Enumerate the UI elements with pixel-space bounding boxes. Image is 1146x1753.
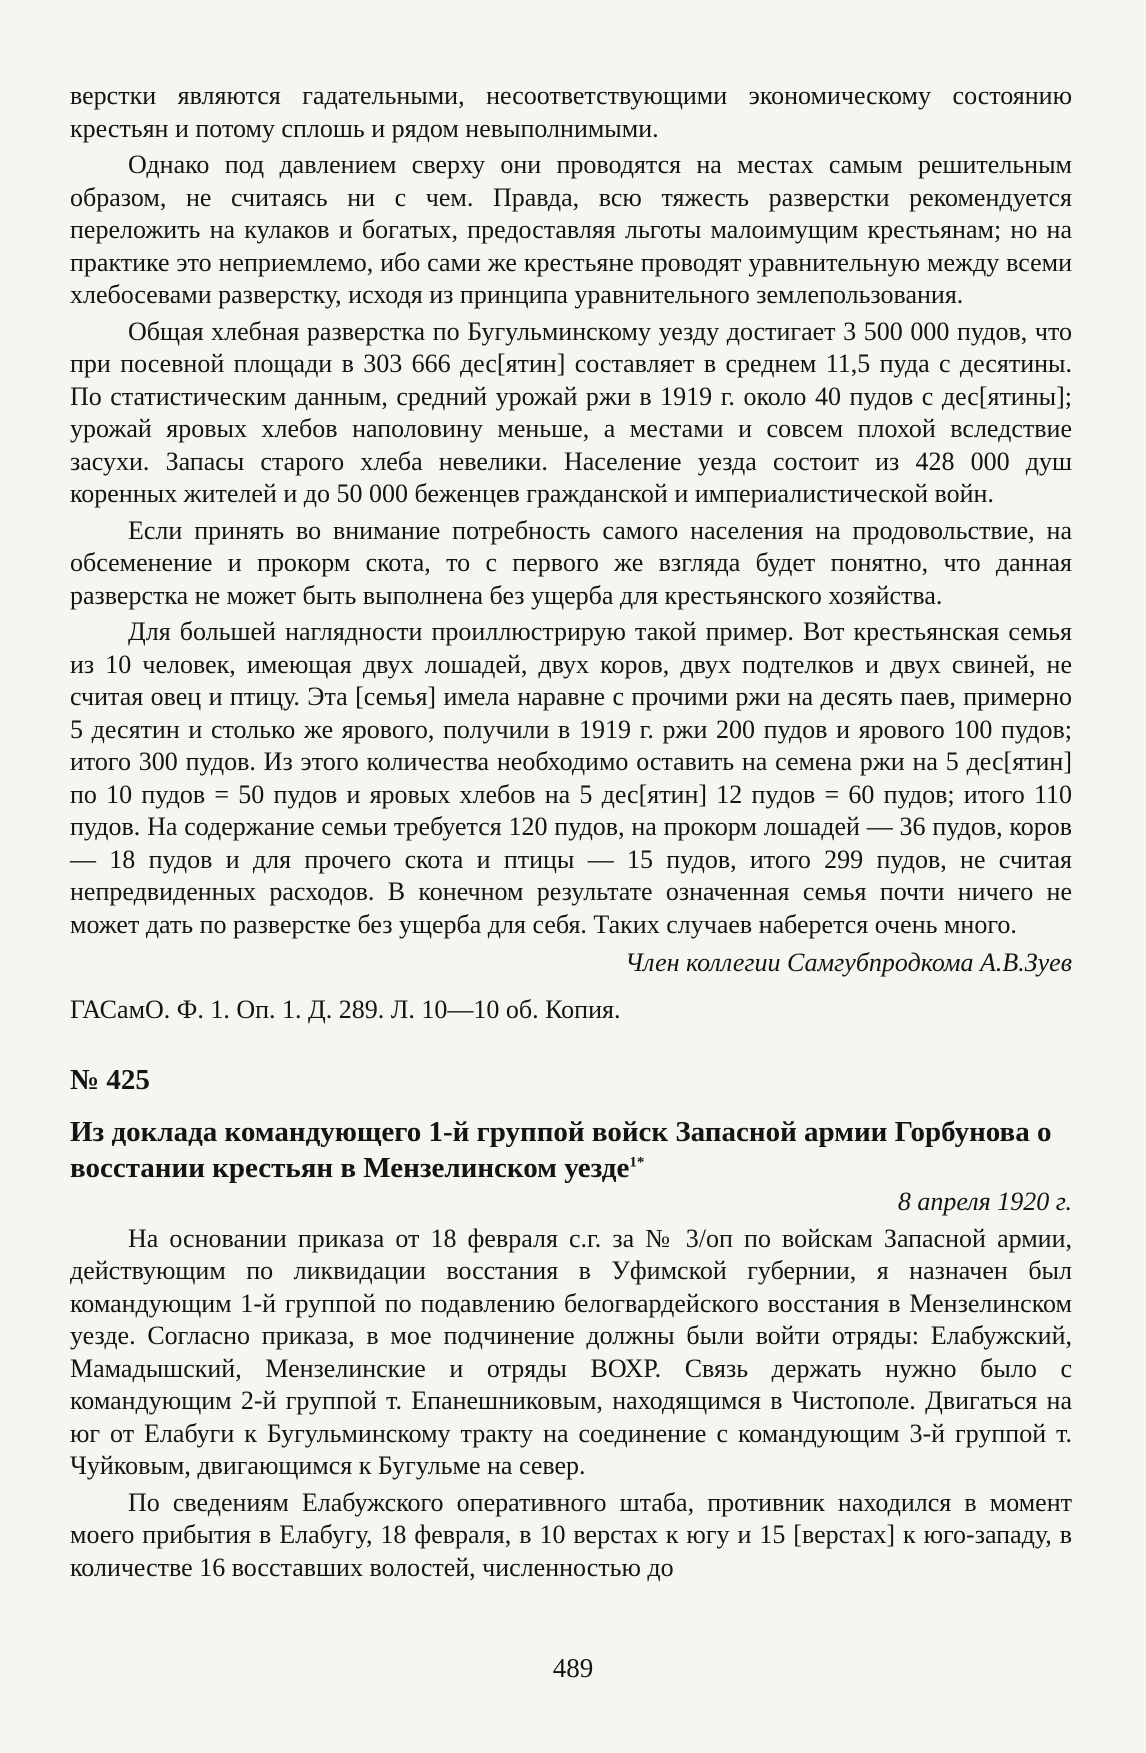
signature: Член коллегии Самгубпродкома А.В.Зуев — [625, 948, 1072, 977]
document-number: № 425 — [70, 1064, 150, 1096]
document-title-text: Из доклада командующего 1-й группой войск Запасной армии Горбунова о восстании крестьян в Мензелинском уезде — [70, 1116, 1052, 1184]
paragraph: По сведениям Елабужского оперативного штаба, противник находился в момент моего прибытия в Елабугу, 18 февраля, в 10 верстах к югу и 15 [верстах] к юго-западу, в количестве 16 восставших волостей, численностью до — [70, 1487, 1072, 1582]
paragraph: Общая хлебная разверстка по Бугульминскому уезду достигает 3 500 000 пудов, что при посевной площади в 303 666 дес[ятин] составляет в среднем 11,5 пуда с десятины. По статистическим данным, средний урожай ржи в 1919 г. около 40 пудов с дес[ятины]; урожай яровых хлебов наполовину меньше, а местами и совсем плохой вследствие засухи. Запасы старого хлеба невелики. Население уезда состоит из 428 000 душ коренных жителей и до 50 000 беженцев гражданской и империалистической войн. — [70, 316, 1072, 508]
document-date: 8 апреля 1920 г. — [897, 1187, 1072, 1216]
page-text — [70, 80, 1072, 1584]
footnote-mark: 1* — [629, 1154, 645, 1171]
paragraph: Для большей наглядности проиллюстрирую такой пример. Вот крестьянская семья из 10 человек, имеющая двух лошадей, двух коров, двух подтелков и двух свиней, не считая овец и птицу. Эта [семья] имела наравне с прочими ржи на десять паев, примерно 5 десятин и столько же ярового, получили в 1919 г. ржи 200 пудов и ярового 100 пудов; итого 300 пудов. Из этого количества необходимо оставить на семена ржи на 5 дес[ятин] по 10 пудов = 50 пудов и яровых хлебов на 5 дес[ятин] 12 пудов = 60 пудов; итого 110 пудов. На содержание семьи требуется 120 пудов, на прокорм лошадей — 36 пудов, коров — 18 пудов и для прочего скота и птицы — 15 пудов, итого 299 пудов, не считая непредвиденных расходов. В конечном результате означенная семья почти ничего не может дать по разверстке без ущерба для себя. Таких случаев наберется очень много. — [70, 617, 1072, 939]
paragraph: Однако под давлением сверху они проводятся на местах самым решительным образом, не считаясь ни с чем. Правда, всю тяжесть разверстки рекомендуется переложить на кулаков и богатых, предоставляя льготы малоимущим крестьянам; но на практике это неприемлемо, ибо сами же крестьяне проводят уравнительную между всеми хлебосевами разверстку, исходя из принципа уравнительного землепользования. — [70, 150, 1072, 309]
document-title — [70, 1114, 1072, 1186]
page-number: 489 — [552, 1653, 594, 1683]
archive-reference: ГАСамО. Ф. 1. Оп. 1. Д. 289. Л. 10—10 об. Копия. — [70, 994, 621, 1024]
paragraph-continuation: верстки являются гадательными, несоответствующими экономическому состоянию крестьян и потому сплошь и рядом невыполнимыми. — [70, 81, 1072, 143]
paragraph: Если принять во внимание потребность самого населения на продовольствие, на обсеменение и прокорм скота, то с первого же взгляда будет понятно, что данная разверстка не может быть выполнена без ущерба для крестьянского хозяйства. — [70, 515, 1072, 610]
paragraph: На основании приказа от 18 февраля с.г. за № 3/оп по войскам Запасной армии, действующим по ликвидации восстания в Уфимской губернии, я назначен был командующим 1-й группой по подавлению белогвардейского восстания в Мензелинском уезде. Согласно приказа, в мое подчинение должны были войти отряды: Елабужский, Мамадышский, Мензелинские и отряды ВОХР. Связь держать нужно было с командующим 2-й группой т. Епанешниковым, находящимся в Чистополе. Двигаться на юг от Елабуги к Бугульминскому тракту на соединение с командующим 3-й группой т. Чуйковым, двигающимся к Бугульме на север. — [70, 1223, 1072, 1480]
